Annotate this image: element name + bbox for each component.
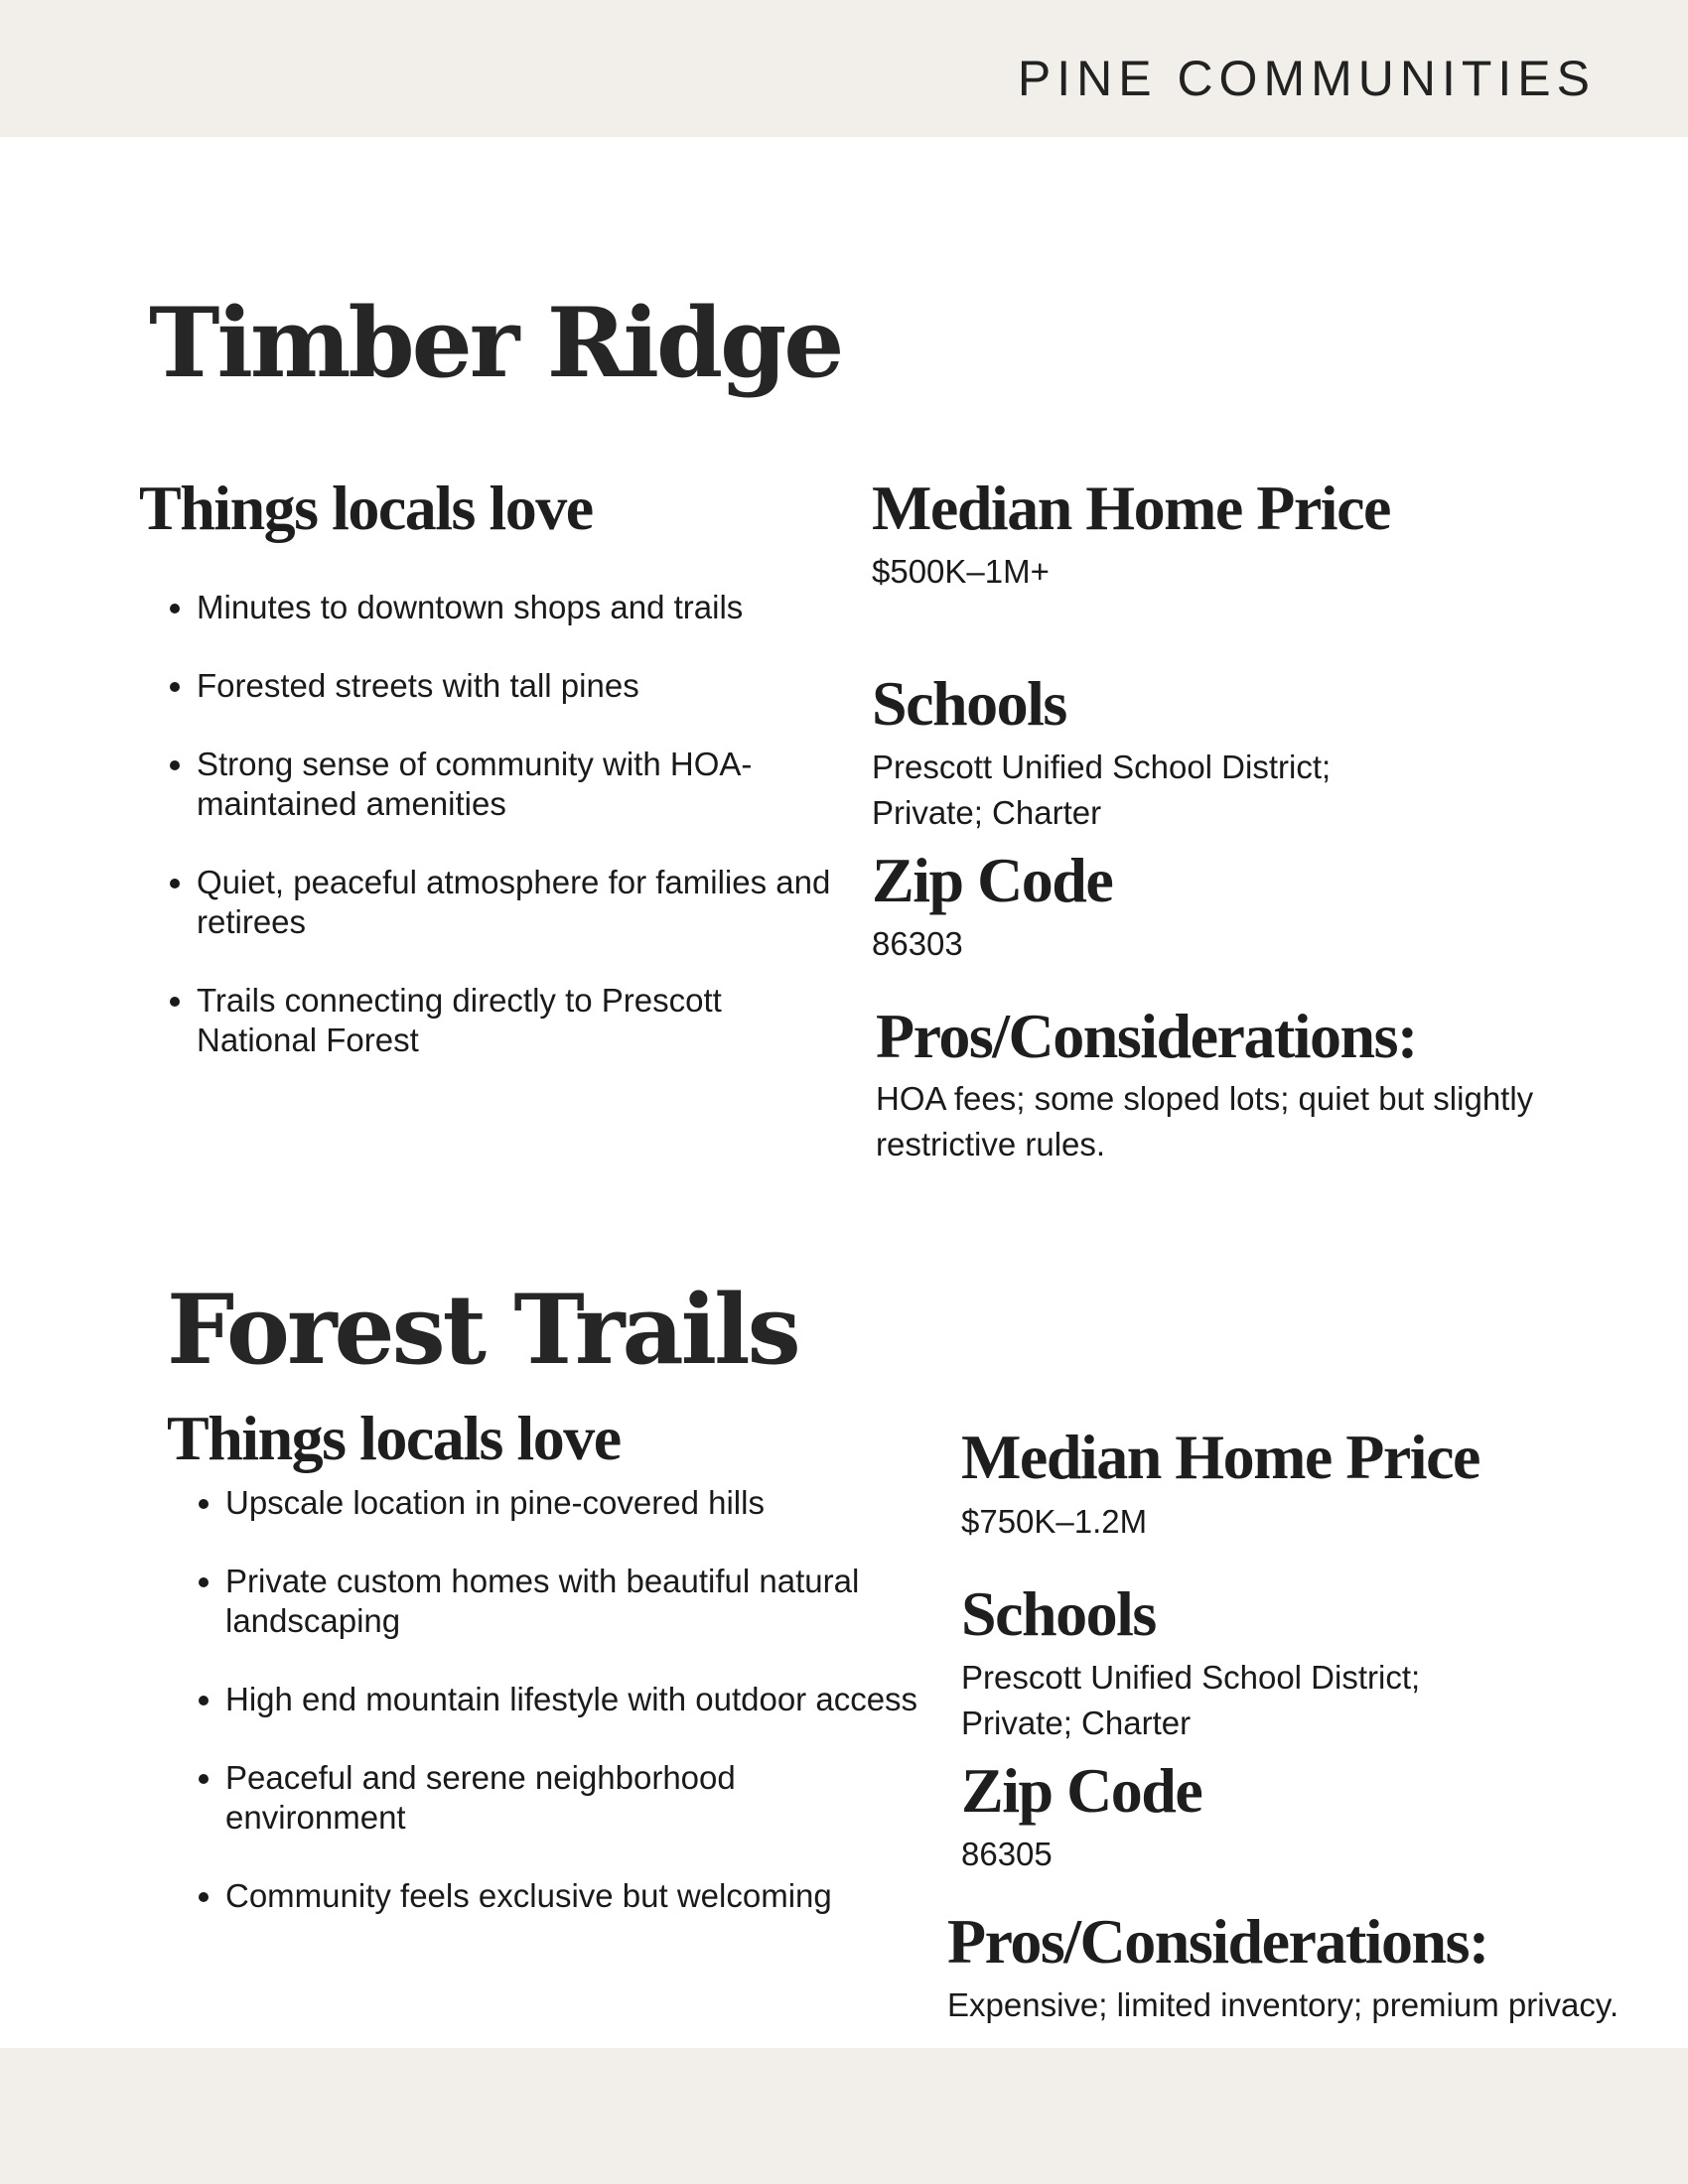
- pros-value: HOA fees; some sloped lots; quiet but slightly restrictive rules.: [876, 1080, 1534, 1162]
- header-band: [0, 0, 1688, 137]
- price-value: $500K–1M+: [872, 553, 1050, 590]
- zip-heading: Zip Code: [961, 1755, 1202, 1826]
- zip-heading: Zip Code: [872, 845, 1113, 915]
- footer-band: [0, 2048, 1688, 2184]
- zip-value: 86305: [961, 1836, 1053, 1872]
- locals-heading: Things locals love: [139, 473, 593, 543]
- list-item: • Strong sense of community with HOA-maintained amenities: [197, 745, 832, 824]
- locals-heading: Things locals love: [167, 1403, 621, 1473]
- locals-list: [141, 588, 832, 1099]
- list-item: • Forested streets with tall pines: [197, 666, 832, 706]
- list-item: • Upscale location in pine-covered hills: [225, 1483, 920, 1523]
- schools-value: Prescott Unified School District; Private; Charter: [961, 1659, 1421, 1741]
- brand-name: PINE COMMUNITIES: [1017, 51, 1596, 106]
- pros-value: Expensive; limited inventory; premium privacy.: [947, 1986, 1619, 2023]
- community-title: Forest Trails: [167, 1274, 798, 1386]
- schools-heading: Schools: [961, 1578, 1156, 1649]
- list-item: • Private custom homes with beautiful natural landscaping: [225, 1562, 920, 1641]
- price-heading: Median Home Price: [872, 473, 1390, 543]
- list-item: • Trails connecting directly to Prescott National Forest: [197, 981, 832, 1060]
- pros-heading: Pros/Considerations:: [947, 1906, 1488, 1977]
- schools-value: Prescott Unified School District; Private; Charter: [872, 749, 1332, 831]
- list-item: • Community feels exclusive but welcoming: [225, 1876, 920, 1916]
- schools-heading: Schools: [872, 668, 1066, 739]
- list-item: • Quiet, peaceful atmosphere for families and retirees: [197, 863, 832, 942]
- list-item: • High end mountain lifestyle with outdoor access: [225, 1680, 920, 1719]
- list-item: • Minutes to downtown shops and trails: [197, 588, 832, 627]
- price-value: $750K–1.2M: [961, 1503, 1148, 1540]
- zip-value: 86303: [872, 925, 963, 962]
- locals-list: [170, 1483, 920, 1955]
- pros-heading: Pros/Considerations:: [876, 1001, 1417, 1071]
- list-item: • Peaceful and serene neighborhood environment: [225, 1758, 920, 1838]
- price-heading: Median Home Price: [961, 1422, 1479, 1492]
- community-title: Timber Ridge: [149, 287, 842, 399]
